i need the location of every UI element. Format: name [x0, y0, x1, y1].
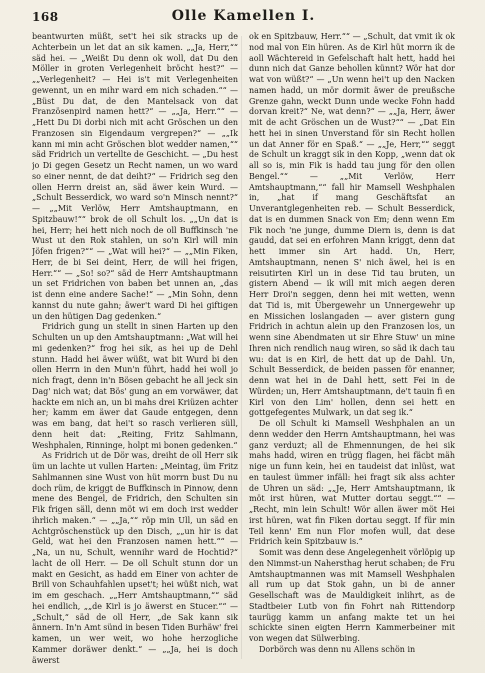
text-columns	[32, 32, 455, 665]
paragraph: Dorbörch was denn nu Allens schön in	[259, 644, 416, 654]
right-column	[249, 32, 455, 665]
paragraph: De oll Schult ki Mamsell Weshphalen an un denn wedder den Herrn Amtshauptmann, hei was ganz verduzt; all de Ehmennungen, de hei sik mahs hadd, wiren en trügg flagen, hei fäcbt mäh nige un funn kein, hei en taudeist dat inlüst, wat en taulest ümmer infäll: hei fragt sik alss achter de Uhren un säd: „„Je, Herr Amtshauptmann, ik möt irst hüren, wat Mutter dortau seggt.““ — „Recht, min lein Schult! Wör allen äwer möt Hei irst hüren, wat fin Fiken dortau seggt. If für min Teil kenn' Em nun Flor mofen wull, dat dese Fridrich kein Spitzbauw is.“	[249, 419, 455, 547]
paragraph: Somit was denn dese Angelegenheit vörlöpig up den Nimmst-un Nahersthag herut schaben; de Fru Amtshauptmannen was mit Mamsell Weshphalen all rum up dat Stok gahn, un bi de anner Gesellschaft was de Mauldigkeit inlihrt, as de Stadtbeier Lutb von fin Fohrt nah Rittendorp taurügg kamm un anfang makte tet un hei schickte sinen eigten Herrn Kammerbeiner mit von wegen dat Sülwerbing.	[249, 548, 455, 643]
page-number: 168	[32, 10, 59, 24]
paragraph: ok en Spitzbauw, Herr.““ — „Schult, dat vmit ik ok nod mal von Ein hüren. As de Kirl hüt morrn ik de aoll Wächtereid in Gefelschaft halt hett, hadd hei dunn nich dat Ganze behollen künnt? Wör hat dor wat von wüßt?“ — „Un wenn hei't up den Nacken namen hadd, un mör dormit äwer de preußsche Grenze gahn, weckt Dunn unde wecke Fohn hadd dorvan kreit?“ Ne, wat denn?“ — „„Ja, Herr, äwer mit de acht Gröschen un de Wust?““ — „Dat Ein hett hei in sinen Unverstand för sin Recht hollen un dat Anner för en Spaß.“ — „„Je, Herr,““ seggt de Schult un kraggt sik in den Kopp, „wenn dat ok all so is, min Fik is hadd tau jung för den ollen Bengel.““ — „„Mit Verlöw, Herr Amtshauptmann,““ fall hir Mamsell Weshphalen in, „hat if mang Geschäftsfat an Unverantglegenheiten reb. — Schult Besserdick, dat is en dummen Snack von Em; denn wenn Em Fik noch 'ne junge, dumme Diern is, denn is dat gaudd, dat sei en erfohren Mann kriggt, denn dat hett immer sin Art hadd. Un, Herr, Amtshauptmann, nenen S' nich äwel, hei is en reisutirten Kirl un in dese Tid tau bruten, un gistern Abend — ik will mit mich aegen deren Herr Droi'n seggen, denn hei mit wetten, wenn dat Tid is, mit Übergewehr un Unnergewehr up en Missichen loslangaden — aver gistern gung Fridrich in achtun alein up den Franzosen los, un wenn sine Abendmaten ut sir Ehre Stuw' un mine Ihren nich rendlich naug wiren, so säd ik dach tau wu: dat is en Kirl, de hett dat up de Dahl. Un, Schult Besserdick, de beiden passen för enanner, denn wat hei in de Dahl hett, sett Fei in de Würden; un, Herr Amtshauptmann, de't tauin fi en Kirl von den Lim' hollen, denn sei hett en gottgefegentes Mulwark, un dat seg ik.“	[249, 32, 455, 418]
paragraph: beantwurten müßt, set't hei sik stracks up de Achterbein un let dat an sik kamen. „„Ja, Herr,““ säd hei. — „Weißt Du denn ok woll, dat Du den Möller in groten Verlegenheit bröcht hest?“ — „„Verlegenheit? — Hei is't mit Verlegenheiten gewennt, un en mihr ward em nich schaden.““ — „Büst Du dat, de den Mantelsack von dat Französenpird namen hett?“ — „„Ja, Herr.““ — „Hett Du Di dorbi nich mit acht Gröschen un den Franzosen sin Eigendaum vergrepen?“ — „„Ik kann mi min acht Gröschen blot wedder namen,““ säd Fridrich un vertellte de Geschicht. — „Du hest jo Di gegen Gesetz un Recht namen, un wo ward so einer nennt, de dat deiht?“ — Fridrich seg den ollen Herrn dreist an, säd äwer kein Wurd. — „Schult Besserdick, wo ward so'n Minsch nennt?“ — „„Mit Verlöw, Herr Amtshauptmann, en Spitzbauw!““ brok de oll Schult los. „„Un dat is hei, Herr; hei hett nich noch de oll Buffkinsch 'ne Wust ut den Rok stahlen, un so'n Kirl will min Jöfen frigen?““ — „Wat will hei?“ — „„Min Fiken, Herr, de bi Sei deint, Herr, de will hei frigen, Herr.““ — „So! so?“ säd de Herr Amtshauptmann un set Fridrichen von baben bet unnen an, „das ist denn eine andere Sache!“ — „Min Sohn, denn kannst du nute gahn; äwer't ward Di hei giftigen un den hütigen Dag gedenken.“	[32, 32, 238, 321]
paragraph: As Fridrich ut de Dör was, dreiht de oll Herr sik üm un lachte ut vullen Harten: „Meintag, üm Fritz Sahlmannen sine Wust von hüt morrn bust Du nu doch rüm, de kriggt de Buffkinsch in Pinnow, denn mene des Bengel, de Fridrich, den Schulten sin Fik frigen säll, denn möt wi em doch irst wedder ihrlich maken.“ — „„Ja,““ röp min Ull, un säd en Achtgröschenstück up den Disch, „„un hir is dat Geld, wat hei den Franzosen namen hett.““ — „Na, un nu, Schult, wennihr ward de Hochtid?“ lacht de oll Herr. — De oll Schult stunn dor un makt en Gesicht, as hadd em Einer von achter de Brill von Schauhfahlen upset't; hei wüßt nich, wat im em geschach. „„Herr Amtshauptmann,““ säd hei endlich, „„de Kirl is jo äwerst en Stucer.““ — „Schult,“ säd de oll Herr, „de Sak kann sik ännern. In'n Amt sünd in besen Tiden Burhäw' frei kamen, un wer weit, wo hohe herzogliche Kammer doräwer denkt.“ — „„Ja, hei is doch äwerst	[32, 451, 238, 665]
paragraph: Fridrich gung un stellt in sinen Harten up den Schulten un up den Amtshauptmann: „Wat will hei mi gedenken?“ frog hei sik, as hei up de Dehl stunn. Hadd hei äwer wüßt, wat bit Wurd bi den ollen Herrn in den Mun'n führt, hadd hei woll jo nich fragt, denn in'n Bösen gebacht he all jeck sin Dag' nich wat; dat Bös' gung an em vorwäwer, dat hackte em nich an, un bi mahs drei Kriüzen achter her; kamm em äwer dat Gaude entgegen, denn was em bang, dat hei't so rasch verlieren süll, denn heit dat: „Reiting, Fritz Sahlmann, Weshphalen, Rinninge, holpt mi bonen gedenken.“	[32, 322, 238, 450]
left-column	[32, 32, 238, 665]
page-header	[32, 8, 455, 28]
running-title: Olle Kamellen I.	[171, 8, 316, 24]
